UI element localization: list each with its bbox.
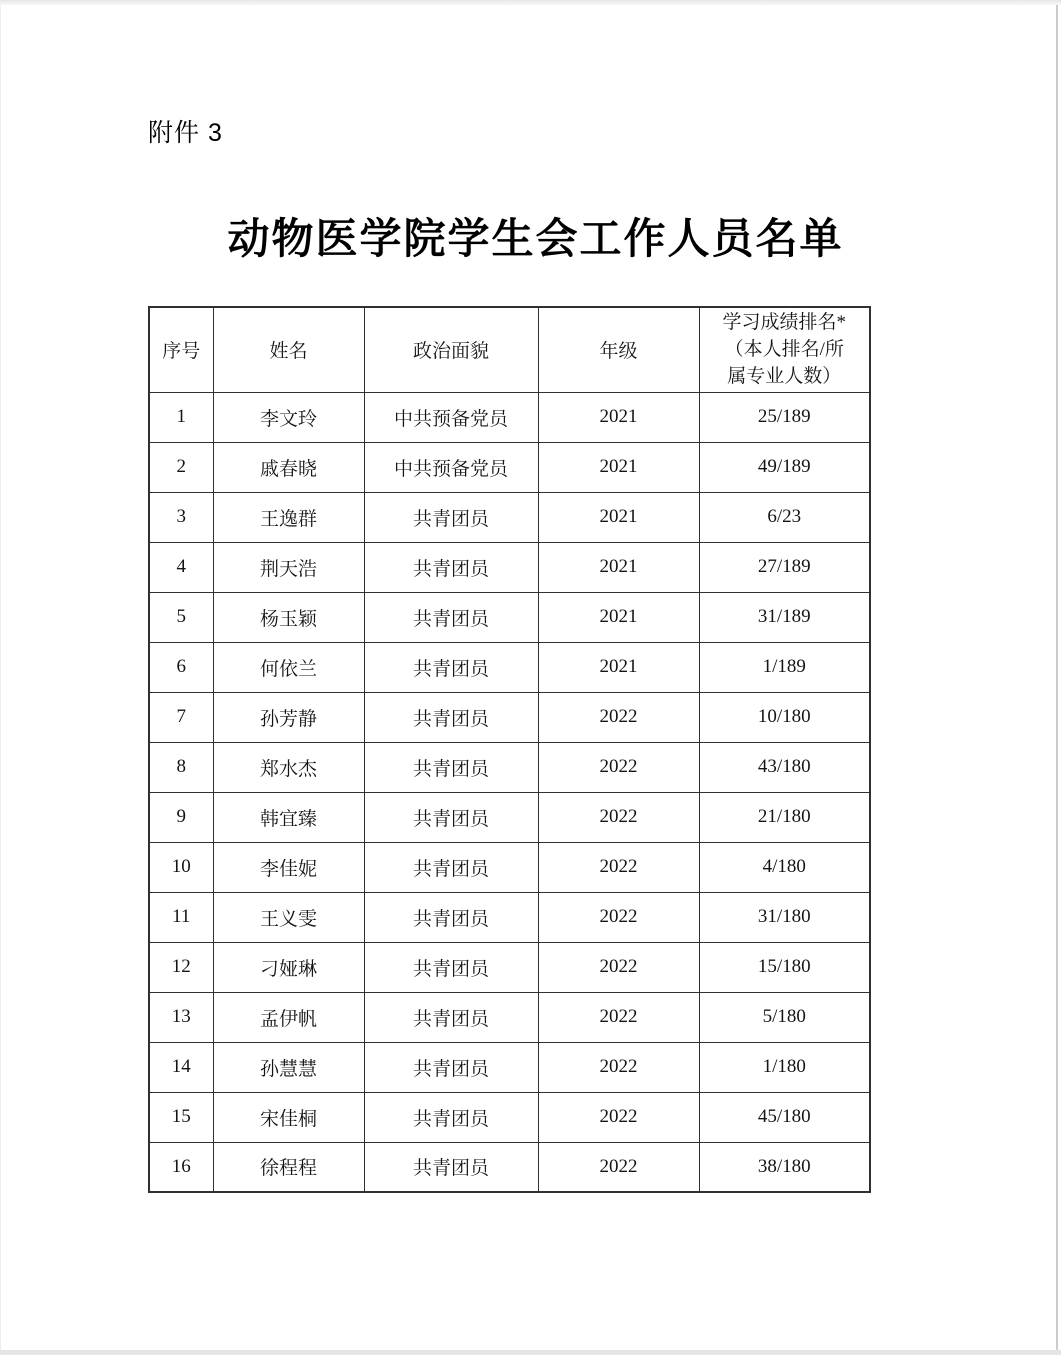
rank-cell: 38/180	[699, 1142, 870, 1192]
header-cell-rank	[699, 307, 870, 392]
political-status-cell: 中共预备党员	[364, 442, 538, 492]
name-cell: 王义雯	[213, 892, 364, 942]
name-cell: 戚春晓	[213, 442, 364, 492]
name-cell: 杨玉颖	[213, 592, 364, 642]
political-status-cell: 共青团员	[364, 492, 538, 542]
row-number-cell: 9	[149, 792, 213, 842]
row-number-cell: 7	[149, 692, 213, 742]
grade-cell: 2022	[538, 842, 699, 892]
grade-cell: 2021	[538, 642, 699, 692]
rank-cell: 25/189	[699, 392, 870, 442]
political-status-cell: 共青团员	[364, 642, 538, 692]
political-status-cell: 共青团员	[364, 892, 538, 942]
political-status-cell: 共青团员	[364, 692, 538, 742]
table-row	[149, 942, 870, 992]
name-cell: 孙慧慧	[213, 1042, 364, 1092]
page-edge-top	[0, 0, 1061, 5]
political-status-cell: 共青团员	[364, 842, 538, 892]
political-status-cell: 共青团员	[364, 742, 538, 792]
row-number-cell: 3	[149, 492, 213, 542]
grade-cell: 2022	[538, 742, 699, 792]
rank-cell: 15/180	[699, 942, 870, 992]
header-rank-line3: 属专业人数）	[727, 366, 842, 388]
table-row	[149, 1092, 870, 1142]
row-number-cell: 15	[149, 1092, 213, 1142]
row-number-cell: 2	[149, 442, 213, 492]
rank-cell: 45/180	[699, 1092, 870, 1142]
name-cell: 李文玲	[213, 392, 364, 442]
grade-cell: 2022	[538, 892, 699, 942]
grade-cell: 2022	[538, 1042, 699, 1092]
header-rank-line1: 学习成绩排名*	[722, 312, 846, 334]
header-cell-political: 政治面貌	[364, 307, 538, 392]
table-row	[149, 842, 870, 892]
name-cell: 宋佳桐	[213, 1092, 364, 1142]
name-cell: 何依兰	[213, 642, 364, 692]
grade-cell: 2022	[538, 992, 699, 1042]
political-status-cell: 中共预备党员	[364, 392, 538, 442]
row-number-cell: 13	[149, 992, 213, 1042]
row-number-cell: 1	[149, 392, 213, 442]
rank-cell: 6/23	[699, 492, 870, 542]
staff-table	[148, 306, 871, 1193]
row-number-cell: 16	[149, 1142, 213, 1192]
header-cell-name: 姓名	[213, 307, 364, 392]
name-cell: 孟伊帆	[213, 992, 364, 1042]
name-cell: 徐程程	[213, 1142, 364, 1192]
row-number-cell: 8	[149, 742, 213, 792]
grade-cell: 2022	[538, 792, 699, 842]
grade-cell: 2022	[538, 942, 699, 992]
page-title: 动物医学院学生会工作人员名单	[227, 217, 844, 263]
row-number-cell: 11	[149, 892, 213, 942]
rank-cell: 10/180	[699, 692, 870, 742]
attachment-label: 附件 3	[148, 119, 223, 147]
grade-cell: 2022	[538, 1142, 699, 1192]
header-rank-line2: （本人排名/所	[724, 339, 844, 361]
political-status-cell: 共青团员	[364, 1142, 538, 1192]
table-row	[149, 642, 870, 692]
rank-cell: 1/189	[699, 642, 870, 692]
name-cell: 王逸群	[213, 492, 364, 542]
name-cell: 荆天浩	[213, 542, 364, 592]
grade-cell: 2021	[538, 392, 699, 442]
row-number-cell: 5	[149, 592, 213, 642]
political-status-cell: 共青团员	[364, 942, 538, 992]
row-number-cell: 4	[149, 542, 213, 592]
row-number-cell: 6	[149, 642, 213, 692]
political-status-cell: 共青团员	[364, 592, 538, 642]
page-edge-bottom	[0, 1350, 1061, 1355]
rank-cell: 49/189	[699, 442, 870, 492]
table-row	[149, 692, 870, 742]
political-status-cell: 共青团员	[364, 1092, 538, 1142]
rank-cell: 31/180	[699, 892, 870, 942]
grade-cell: 2021	[538, 542, 699, 592]
rank-cell: 5/180	[699, 992, 870, 1042]
rank-cell: 21/180	[699, 792, 870, 842]
table-row	[149, 992, 870, 1042]
table-row	[149, 892, 870, 942]
rank-cell: 43/180	[699, 742, 870, 792]
name-cell: 刁娅琳	[213, 942, 364, 992]
rank-cell: 1/180	[699, 1042, 870, 1092]
table-row	[149, 742, 870, 792]
rank-cell: 27/189	[699, 542, 870, 592]
rank-cell: 4/180	[699, 842, 870, 892]
table-row	[149, 792, 870, 842]
header-cell-no: 序号	[149, 307, 213, 392]
row-number-cell: 10	[149, 842, 213, 892]
table-row	[149, 442, 870, 492]
row-number-cell: 12	[149, 942, 213, 992]
table-row	[149, 592, 870, 642]
rank-cell: 31/189	[699, 592, 870, 642]
political-status-cell: 共青团员	[364, 542, 538, 592]
grade-cell: 2021	[538, 592, 699, 642]
name-cell: 郑水杰	[213, 742, 364, 792]
grade-cell: 2022	[538, 692, 699, 742]
name-cell: 李佳妮	[213, 842, 364, 892]
name-cell: 孙芳静	[213, 692, 364, 742]
political-status-cell: 共青团员	[364, 992, 538, 1042]
header-cell-grade: 年级	[538, 307, 699, 392]
table-row	[149, 542, 870, 592]
table-row	[149, 492, 870, 542]
table-header-row	[149, 307, 870, 392]
grade-cell: 2021	[538, 492, 699, 542]
row-number-cell: 14	[149, 1042, 213, 1092]
political-status-cell: 共青团员	[364, 792, 538, 842]
grade-cell: 2022	[538, 1092, 699, 1142]
table-row	[149, 392, 870, 442]
table-row	[149, 1142, 870, 1192]
grade-cell: 2021	[538, 442, 699, 492]
table-row	[149, 1042, 870, 1092]
political-status-cell: 共青团员	[364, 1042, 538, 1092]
name-cell: 韩宜臻	[213, 792, 364, 842]
